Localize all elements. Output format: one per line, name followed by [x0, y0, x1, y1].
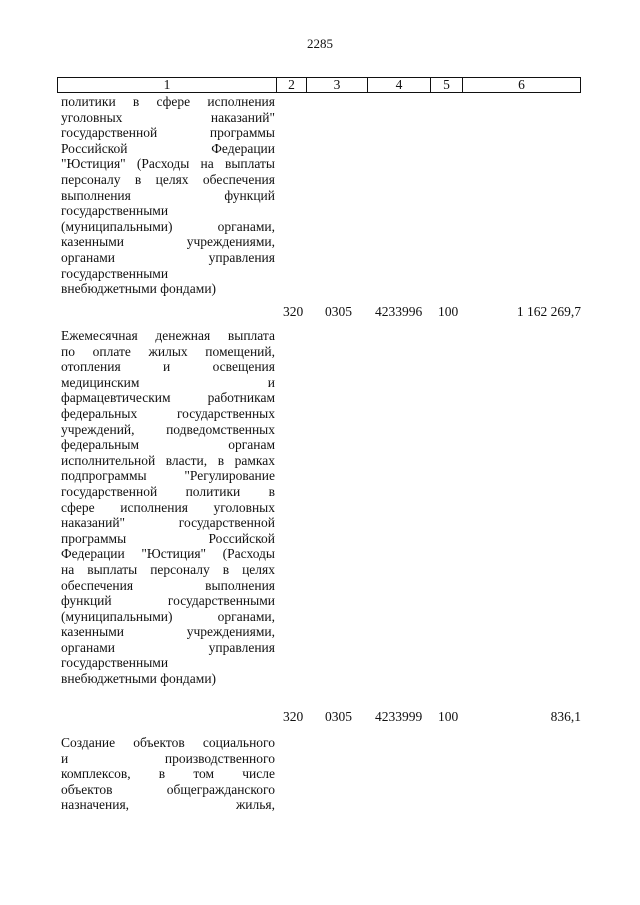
- row-1-target: 4233996: [375, 304, 423, 319]
- text-line: внебюджетными фондами): [61, 281, 217, 297]
- text-line: органами управления: [61, 249, 275, 265]
- column-header-6: 6: [463, 78, 581, 93]
- text-line: внебюджетными фондами): [61, 671, 217, 687]
- row-2-amount: 836,1: [550, 709, 581, 724]
- column-header-table: [57, 77, 581, 93]
- text-line: (муниципальными) органами,: [61, 218, 275, 234]
- text-line: "Юстиция" (Расходы на выплаты: [61, 156, 275, 172]
- text-line: (муниципальными) органами,: [61, 608, 275, 624]
- text-line: государственной политики в: [61, 483, 275, 499]
- text-line: Федерации "Юстиция" (Расходы: [61, 546, 275, 562]
- text-line: на выплаты персоналу в целях: [61, 561, 275, 577]
- text-line: государственными: [61, 203, 169, 219]
- row-2-ministry: 320: [283, 709, 304, 724]
- column-header-1: 1: [58, 78, 277, 93]
- row-1-amount: 1 162 269,7: [516, 304, 581, 319]
- row-1-description: [61, 94, 275, 297]
- column-header-3: 3: [307, 78, 368, 93]
- row-1-section: 0305: [325, 304, 352, 319]
- row-2-expense-type: 100: [438, 709, 459, 724]
- text-line: политики в сфере исполнения: [61, 94, 275, 109]
- text-line: органами управления: [61, 639, 275, 655]
- text-line: федеральным органам: [61, 437, 275, 453]
- text-line: обеспечения выполнения: [61, 577, 275, 593]
- text-line: отопления и освещения: [61, 359, 275, 375]
- text-line: программы Российской: [61, 530, 275, 546]
- text-line: уголовных наказаний": [61, 109, 275, 125]
- text-line: подпрограммы "Регулирование: [61, 468, 275, 484]
- text-line: Российской Федерации: [61, 140, 275, 156]
- text-line: государственными: [61, 655, 169, 671]
- text-line: комплексов, в том числе: [61, 766, 275, 782]
- column-header-4: 4: [368, 78, 431, 93]
- text-line: казенными учреждениями,: [61, 234, 275, 250]
- text-line: Ежемесячная денежная выплата: [61, 328, 275, 343]
- text-line: государственной программы: [61, 125, 275, 141]
- row-1-expense-type: 100: [438, 304, 459, 319]
- text-line: наказаний" государственной: [61, 515, 275, 531]
- text-line: выполнения функций: [61, 187, 275, 203]
- text-line: назначения, жилья,: [61, 797, 275, 813]
- text-line: исполнительной власти, в рамках: [61, 452, 275, 468]
- text-line: и производственного: [61, 750, 275, 766]
- row-3-description: [61, 735, 275, 813]
- row-2-description: [61, 328, 275, 687]
- text-line: учреждений, подведомственных: [61, 421, 275, 437]
- column-header-2: 2: [277, 78, 307, 93]
- row-1-ministry: 320: [283, 304, 304, 319]
- text-line: сфере исполнения уголовных: [61, 499, 275, 515]
- column-header-5: 5: [431, 78, 463, 93]
- text-line: персоналу в целях обеспечения: [61, 171, 275, 187]
- text-line: Создание объектов социального: [61, 735, 275, 750]
- text-line: казенными учреждениями,: [61, 624, 275, 640]
- text-line: по оплате жилых помещений,: [61, 343, 275, 359]
- text-line: объектов общегражданского: [61, 781, 275, 797]
- column-header-row: [58, 78, 581, 93]
- text-line: федеральных государственных: [61, 405, 275, 421]
- text-line: функций государственными: [61, 593, 275, 609]
- page-number: 2285: [307, 36, 333, 51]
- row-2-section: 0305: [325, 709, 352, 724]
- text-line: фармацевтическим работникам: [61, 390, 275, 406]
- text-line: государственными: [61, 265, 169, 281]
- row-2-target: 4233999: [375, 709, 423, 724]
- text-line: медицинским и: [61, 374, 275, 390]
